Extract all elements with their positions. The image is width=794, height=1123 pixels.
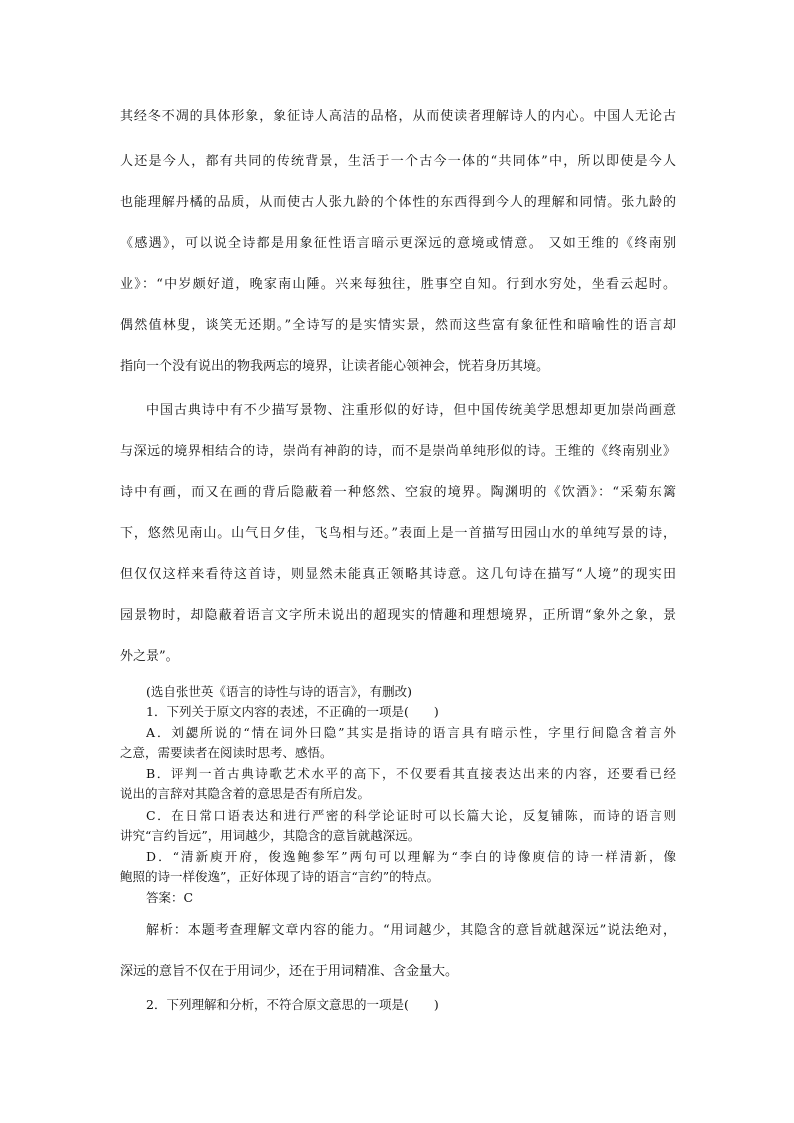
- source-citation: (选自张世英《语言的诗性与诗的语言》，有删改): [146, 684, 413, 699]
- passage-line: 外之景”。: [120, 649, 179, 664]
- option-c-cont: 讲究“言约旨远”，用词越少，其隐含的意旨就越深远。: [120, 828, 421, 843]
- option-d-cont: 鲍照的诗一样俊逸”，正好体现了诗的语言“言约”的特点。: [120, 869, 440, 884]
- passage-line: 下，悠然见南山。山气日夕佳，飞鸟相与还。”表面上是一首描写田园山水的单纯写景的诗，: [120, 526, 676, 541]
- passage-line: 也能理解丹橘的品质，从而使古人张九龄的个体性的东西得到今人的理解和同情。张九龄的: [120, 195, 676, 210]
- answer: 答案：C: [146, 890, 194, 905]
- option-b-cont: 说出的言辞对其隐含着的意思是否有所启发。: [120, 786, 371, 801]
- passage-line: 《感遇》，可以说全诗都是用象征性语言暗示更深远的意境或情意。 又如王维的《终南别: [120, 236, 676, 251]
- question-2-stem: 2．下列理解和分析，不符合原文意思的一项是( ): [146, 997, 439, 1012]
- passage-line: 与深远的境界相结合的诗，崇尚有神韵的诗，而不是崇尚单纯形似的诗。王维的《终南别业》: [120, 444, 676, 459]
- passage-line: 业》：“中岁颇好道，晚家南山陲。兴来每独往，胜事空自知。行到水穷处，坐看云起时。: [120, 277, 676, 292]
- question-1-stem: 1．下列关于原文内容的表述，不正确的一项是( ): [146, 704, 439, 719]
- option-c: C．在日常口语表达和进行严密的科学论证时可以长篇大论，反复铺陈，而诗的语言则: [146, 808, 676, 823]
- passage-line: 人还是今人，都有共同的传统背景，生活于一个古今一体的“共同体”中，所以即使是今人: [120, 154, 676, 169]
- passage-line: 指向一个没有说出的物我两忘的境界，让读者能心领神会，恍若身历其境。: [120, 359, 550, 374]
- passage-line: 园景物时，却隐蔽着语言文字所未说出的超现实的情趣和理想境界，正所谓“象外之象，景: [120, 608, 676, 623]
- analysis-cont: 深远的意旨不仅在于用词少，还在于用词精准、含金量大。: [120, 964, 459, 979]
- option-b: B．评判一首古典诗歌艺术水平的高下，不仅要看其直接表达出来的内容，还要看已经: [146, 766, 676, 781]
- passage-line: 中国古典诗中有不少描写景物、注重形似的好诗，但中国传统美学思想却更加崇尚画意: [146, 403, 676, 418]
- passage-line: 偶然值林叟，谈笑无还期。”全诗写的是实情实景，然而这些富有象征性和暗喻性的语言却: [120, 318, 676, 333]
- analysis: 解析：本题考查理解文章内容的能力。“用词越少，其隐含的意旨就越深远”说法绝对，: [146, 923, 676, 938]
- option-d: D．“清新庾开府，俊逸鲍参军”两句可以理解为“李白的诗像庾信的诗一样清新，像: [146, 849, 676, 864]
- option-a-cont: 之意，需要读者在阅读时思考、感悟。: [120, 745, 333, 760]
- passage-line: 其经冬不凋的具体形象，象征诗人高洁的品格，从而使读者理解诗人的内心。中国人无论古: [120, 109, 676, 124]
- passage-line: 诗中有画，而又在画的背后隐蔽着一种悠然、空寂的境界。陶渊明的《饮酒》：“采菊东篱: [120, 485, 676, 500]
- option-a: A．刘勰所说的“情在词外曰隐”其实是指诗的语言具有暗示性，字里行间隐含着言外: [146, 725, 676, 740]
- passage-line: 但仅仅这样来看待这首诗，则显然未能真正领略其诗意。这几句诗在描写“人境”的现实田: [120, 567, 676, 582]
